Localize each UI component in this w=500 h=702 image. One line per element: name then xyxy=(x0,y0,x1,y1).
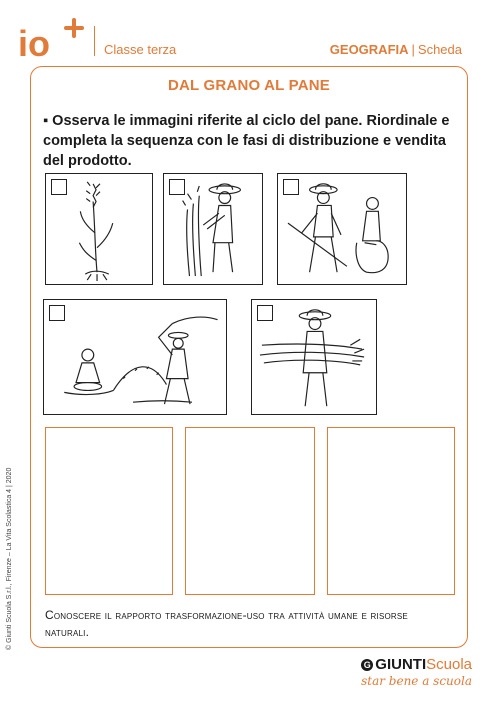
brand-name-bold: GIUNTI xyxy=(375,656,427,673)
image-panel-2 xyxy=(163,173,263,285)
image-panel-3 xyxy=(277,173,407,285)
learning-goal: Conoscere il rapporto trasformazione-uso tra attività umane e risorse naturali. xyxy=(45,608,408,639)
brand-tagline: star bene a scuola xyxy=(361,674,472,688)
image-panel-5 xyxy=(251,299,377,415)
order-checkbox-1[interactable] xyxy=(51,179,67,195)
answer-box-2[interactable] xyxy=(185,427,315,595)
plus-icon xyxy=(66,20,82,36)
worksheet-title: DAL GRANO AL PANE xyxy=(167,77,331,94)
answer-box-3[interactable] xyxy=(327,427,455,595)
worksheet-frame xyxy=(30,66,468,648)
order-checkbox-4[interactable] xyxy=(49,305,65,321)
answer-box-1[interactable] xyxy=(45,427,173,595)
logo-text: io xyxy=(18,23,50,64)
giunti-g-icon: G xyxy=(361,659,373,671)
subject-separator: | xyxy=(411,42,415,57)
subject-name: GEOGRAFIA xyxy=(329,42,409,57)
sheet-type: Scheda xyxy=(417,42,462,57)
brand-name xyxy=(361,656,472,673)
order-checkbox-5[interactable] xyxy=(257,305,273,321)
image-panel-4 xyxy=(43,299,227,415)
header-divider xyxy=(94,26,95,56)
threshing-grain-icon xyxy=(44,300,226,414)
subject-label xyxy=(330,42,462,57)
giunti-scuola-brand xyxy=(361,656,472,688)
io-plus-logo xyxy=(18,16,92,64)
worksheet-instruction: ▪ Osserva le immagini riferite al ciclo del pane. Riordinale e completa la sequenza con le fasi di distribuzione e vendita del prodotto. xyxy=(43,113,450,169)
class-label: Classe terza xyxy=(104,42,177,57)
image-panel-1 xyxy=(45,173,153,285)
order-checkbox-3[interactable] xyxy=(283,179,299,195)
copyright-notice: © Giunti Scuola S.r.l., Firenze – La Vita Scolastica 4 | 2020 xyxy=(6,467,13,650)
brand-name-light: Scuola xyxy=(426,656,472,673)
order-checkbox-2[interactable] xyxy=(169,179,185,195)
